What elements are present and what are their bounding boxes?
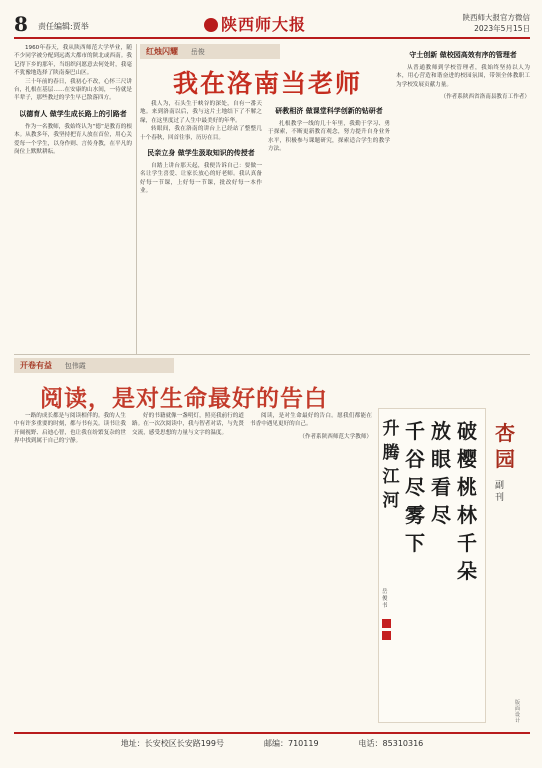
- footer-address: 地址：长安校区长安路199号: [120, 739, 224, 748]
- article2-tag: [14, 358, 174, 373]
- calligraphy-column-3: 千谷尽雾下: [405, 419, 425, 555]
- supplement-subtitle: 副刊: [495, 481, 505, 503]
- article1-title: 我在洛南当老师: [172, 69, 362, 98]
- calligraphy-column-2: 放眼看尽: [431, 419, 451, 527]
- body-paragraph: 从普通教师到学校管理者，我始终坚持以人为本，用心营造和谐奋进的校园氛围，带领全体教职工为学校发展贡献力量。: [396, 65, 530, 88]
- masthead-title: 陕西师大报: [221, 15, 307, 34]
- masthead: [204, 12, 306, 35]
- page-designer: 版面设计: [515, 700, 521, 724]
- article1-subtitle3: 守土创新 做校园高效有序的管理者: [409, 51, 517, 59]
- footer-phone: 电话：85310316: [358, 739, 424, 748]
- article1-footnote: （作者系陕西省洛南县教育工作者）: [440, 94, 530, 101]
- issue-date: 2023年5月15日: [474, 24, 530, 33]
- body-paragraph: 转眼间，我在洛南的讲台上已经站了整整几十个春秋，回首往事，历历在目。: [140, 126, 262, 141]
- article2-title: 阅读，是对生命最好的告白: [40, 385, 328, 412]
- calligraphy-column-4: 升腾江河: [382, 419, 400, 511]
- body-paragraph: 好的书籍就像一盏明灯，照亮我前行的道路。在一次次阅读中，我与智者对话，与先贤交流，感受思想的力量与文字的温度。: [132, 413, 244, 436]
- page-number: 8: [14, 12, 28, 36]
- header-divider: [14, 37, 530, 39]
- school-name: 陕西师大报官方微信: [462, 13, 530, 22]
- article1-tag: [140, 44, 280, 59]
- article2-col2: [132, 412, 244, 728]
- calligraphy-column-1: 破樱桃林千朵: [457, 419, 477, 583]
- calligraphy-artwork: [378, 408, 486, 723]
- article1-column-name: 红烛闪耀: [146, 47, 178, 56]
- article1-subtitle1: 民亲立身 做学生汲取知识的传授者: [147, 149, 255, 158]
- body-paragraph: 自踏上讲台那天起，我便告诉自己：要做一名让学生喜爱、让家长放心的好老师。我认真备好每一节课，上好每一节课，批改好每一本作业。: [140, 163, 262, 195]
- calligraphy-signature: 岳俊书: [382, 589, 388, 609]
- footer-divider: [14, 732, 530, 734]
- article2-column-name: 开卷有益: [20, 361, 52, 370]
- section-divider: [14, 354, 530, 355]
- article2-author: 包伟霞: [64, 362, 86, 370]
- body-paragraph: 阅读，是对生命最好的告白。愿我们都能在书香中遇见更好的自己。: [250, 413, 372, 428]
- page-footer: [14, 738, 530, 749]
- body-paragraph: 1960年春天，我从陕西师范大学毕业，随不少同学被分配到远离大都市的陕北或西南。我记得下乡的那年，当组织问愿意去何处时，我毫不犹豫地选择了陕南秦巴山区。: [14, 45, 132, 77]
- left-subtitle: 以德育人 做学生成长路上的引路者: [19, 109, 127, 118]
- seal-stamp-icon: [382, 631, 391, 640]
- article2-col1: [14, 412, 126, 728]
- body-paragraph: 三十年前的春日，我初心不改，心怀三尺讲台，扎根在基层……在安康的山水间，一待就是半辈子，那些教过的学生早已散落四方。: [14, 78, 132, 102]
- article1-subtitle2: 研教相济 做课堂科学创新的钻研者: [275, 107, 383, 115]
- supplement-aside: [495, 420, 530, 504]
- article1-col1: [140, 100, 262, 354]
- body-paragraph: 我人为，石头生于峡谷的深处，自有一番天地。来到洛南以后，我与这片土地结下了不解之缘，在这里度过了人生中最美好的年华。: [140, 101, 262, 124]
- supplement-title: 杏园: [495, 421, 515, 471]
- body-paragraph: 一路的成长都是与阅读相伴的。我的人生中有许多重要的时刻，都与书有关。读书让我开阔视野、启迪心智，也让我在纷繁复杂的世界中找到属于自己的宁静。: [14, 413, 126, 445]
- header-right: [463, 12, 531, 34]
- article2-footnote: （作者系陕西师范大学教师）: [299, 433, 372, 440]
- article1-col3: [396, 44, 530, 354]
- article1-col2: [268, 100, 390, 354]
- article2-col3: [250, 412, 372, 728]
- article1-author: 岳俊: [190, 48, 205, 56]
- body-paragraph: 扎根教学一线的几十年里，我勤于学习、勇于探索，不断更新教育观念，努力提升自身业务水平，积极参与课题研究，探索适合学生的教学方法。: [268, 121, 390, 153]
- column-divider: [136, 44, 137, 354]
- seal-stamp-icon: [382, 619, 391, 628]
- school-logo-icon: [204, 18, 218, 32]
- footer-zip: 邮编：710119: [264, 739, 319, 748]
- page-header: [14, 8, 530, 36]
- body-paragraph: 作为一名教师，我始终认为“德”是教育的根本。从教多年，我坚持把育人放在首位，用心关爱每一个学生，以身作则、言传身教，在平凡的岗位上默默耕耘。: [14, 123, 132, 156]
- left-column: [14, 44, 132, 354]
- section-editor: 责任编辑:贾举: [38, 22, 89, 31]
